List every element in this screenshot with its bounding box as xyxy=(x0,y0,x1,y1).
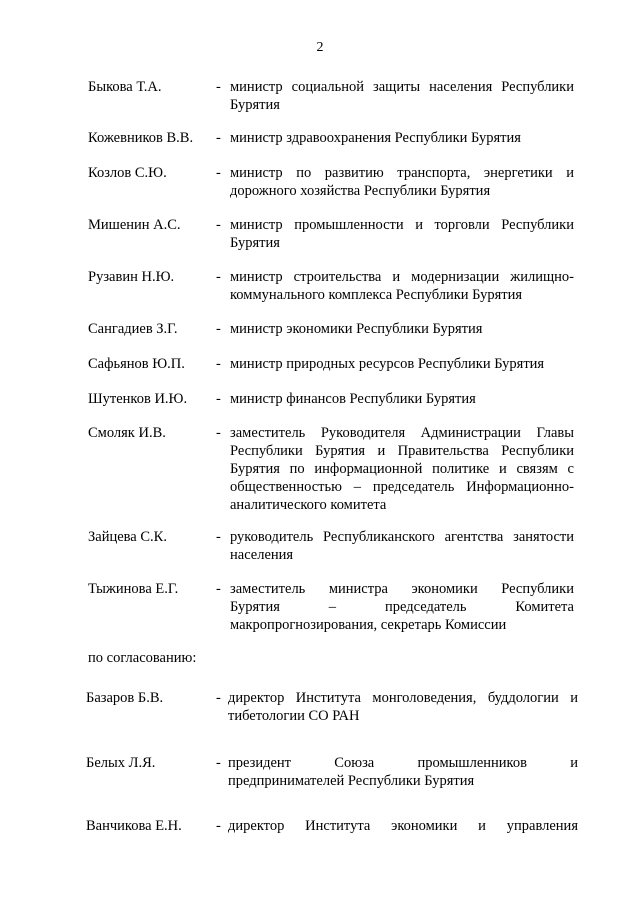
position-line: макропрогнозирования, секретарь Комиссии xyxy=(230,617,507,633)
member-name: Кожевников В.В. xyxy=(88,130,194,146)
member-position xyxy=(230,390,574,408)
position-line: министр по развитию транспорта, энергетики и xyxy=(230,165,574,181)
member-position xyxy=(230,268,574,304)
dash: - xyxy=(216,818,221,834)
member-position xyxy=(230,129,574,147)
position-line: директор Института экономики и управления xyxy=(228,818,578,834)
position-line: президент Союза промышленников и xyxy=(228,755,578,771)
member-position xyxy=(230,216,574,252)
member-name: Рузавин Н.Ю. xyxy=(88,269,175,285)
member-name: Сафьянов Ю.П. xyxy=(88,356,185,372)
dash: - xyxy=(216,425,221,441)
member-position xyxy=(230,355,574,373)
member-name: Базаров Б.В. xyxy=(86,690,164,706)
member-name: Зайцева С.К. xyxy=(88,529,167,545)
dash: - xyxy=(216,755,221,771)
position-line: директор Института монголоведения, буддологии и xyxy=(228,690,578,706)
dash: - xyxy=(216,79,221,95)
member-name: Мишенин А.С. xyxy=(88,217,181,233)
member-position xyxy=(230,528,574,564)
position-line: заместитель Руководителя Администрации Главы xyxy=(230,425,574,441)
member-name: Ванчикова Е.Н. xyxy=(86,818,182,834)
position-line: аналитического комитета xyxy=(230,497,387,513)
member-name: Козлов С.Ю. xyxy=(88,165,167,181)
position-line: заместитель министра экономики Республики xyxy=(230,581,574,597)
position-line: населения xyxy=(230,547,294,563)
agreement-heading: по согласованию: xyxy=(88,650,197,666)
dash: - xyxy=(216,391,221,407)
position-line: министр промышленности и торговли Республики xyxy=(230,217,574,233)
position-line: общественностью – председатель Информационно- xyxy=(230,479,574,495)
dash: - xyxy=(216,529,221,545)
position-line: тибетологии СО РАН xyxy=(228,708,360,724)
dash: - xyxy=(216,130,221,146)
position-line: руководитель Республиканского агентства занятости xyxy=(230,529,574,545)
position-line: Бурятия xyxy=(230,97,280,113)
position-line: Республики Бурятия и Правительства Республики xyxy=(230,443,574,459)
position-line: министр финансов Республики Бурятия xyxy=(230,391,476,407)
member-position xyxy=(230,78,574,114)
member-name: Шутенков И.Ю. xyxy=(88,391,188,407)
position-line: министр социальной защиты населения Республики xyxy=(230,79,574,95)
dash: - xyxy=(216,217,221,233)
dash: - xyxy=(216,690,221,706)
dash: - xyxy=(216,321,221,337)
position-line: Бурятия по информационной политике и связям с xyxy=(230,461,574,477)
page-number: 2 xyxy=(316,40,324,55)
position-line: Бурятия xyxy=(230,235,280,251)
position-line: министр строительства и модернизации жилищно- xyxy=(230,269,574,285)
position-line: предпринимателей Республики Бурятия xyxy=(228,773,475,789)
position-line: Бурятия – председатель Комитета xyxy=(230,599,574,615)
member-position xyxy=(228,817,578,835)
member-name: Белых Л.Я. xyxy=(86,755,156,771)
member-name: Быкова Т.А. xyxy=(88,79,162,95)
member-position xyxy=(228,689,578,725)
member-position xyxy=(230,164,574,200)
position-line: дорожного хозяйства Республики Бурятия xyxy=(230,183,491,199)
position-line: министр экономики Республики Бурятия xyxy=(230,321,483,337)
member-position xyxy=(230,320,574,338)
dash: - xyxy=(216,269,221,285)
dash: - xyxy=(216,581,221,597)
position-line: министр природных ресурсов Республики Бурятия xyxy=(230,356,545,372)
member-name: Смоляк И.В. xyxy=(88,425,166,441)
member-position xyxy=(230,424,574,514)
member-position xyxy=(228,754,578,790)
member-position xyxy=(230,580,574,634)
member-name: Тыжинова Е.Г. xyxy=(88,581,179,597)
dash: - xyxy=(216,165,221,181)
position-line: министр здравоохранения Республики Бурятия xyxy=(230,130,521,146)
dash: - xyxy=(216,356,221,372)
position-line: коммунального комплекса Республики Бурятия xyxy=(230,287,523,303)
member-name: Сангадиев З.Г. xyxy=(88,321,178,337)
